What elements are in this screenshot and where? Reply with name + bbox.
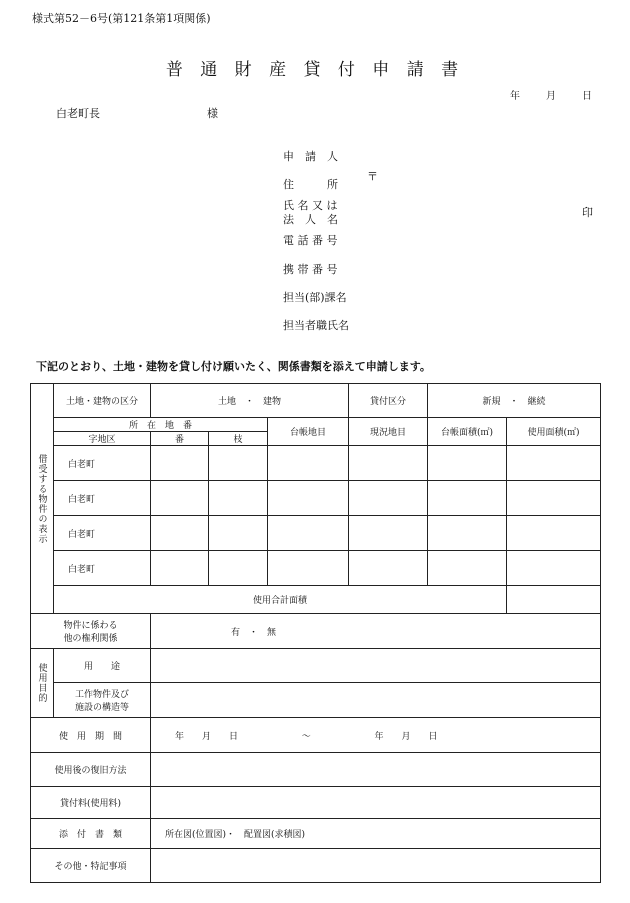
rights-label: 物件に係わる 他の権利関係 [31,614,151,649]
row-ledger-cat-input[interactable] [268,551,349,586]
row-use-area-input[interactable] [507,446,601,481]
row-current-cat-input[interactable] [349,551,428,586]
col-use-area: 使用面積(㎡) [507,418,601,446]
row-current-cat-input[interactable] [349,481,428,516]
mobile-label: 携 帯 番 号 [283,263,338,276]
row-ledger-area-input[interactable] [428,481,507,516]
row-ledger-cat-input[interactable] [268,446,349,481]
period-separator: ～ [301,731,311,742]
row-town: 白老町 [54,446,151,481]
usage-input[interactable] [151,649,601,683]
seal-mark: 印 [582,206,593,219]
row-town: 白老町 [54,516,151,551]
total-area-input[interactable] [507,586,601,614]
row-ledger-area-input[interactable] [428,516,507,551]
period-end: 年 月 日 [374,731,438,742]
date-day: 日 [582,91,592,102]
row-ledger-area-input[interactable] [428,446,507,481]
rights-value[interactable]: 有 ・ 無 [151,614,601,649]
loan-type-value[interactable]: 新規 ・ 継続 [428,384,601,418]
addressee-honorific: 様 [207,107,218,120]
attachments-label: 添 付 書 類 [31,819,151,849]
other-label: その他・特記事項 [31,849,151,883]
location-header: 所 在 地 番 [54,418,268,432]
row-eda-input[interactable] [209,551,268,586]
addressee-name: 白老町長 [56,107,100,120]
fee-label: 貸付料(使用料) [31,787,151,819]
category-value[interactable]: 土地 ・ 建物 [151,384,349,418]
structure-label: 工作物件及び 施設の構造等 [54,683,151,718]
row-use-area-input[interactable] [507,516,601,551]
date-year: 年 [510,91,520,102]
statement: 下記のとおり、土地・建物を貸し付け願いたく、関係書類を添えて申請します。 [36,360,431,373]
row-town: 白老町 [54,551,151,586]
col-ledger-area: 台帳面積(㎡) [428,418,507,446]
applicant-heading: 申 請 人 [283,150,338,163]
postal-mark: 〒 [367,170,378,183]
form-number: 様式第52－6号(第121条第1項関係) [32,12,211,25]
attachments-value[interactable]: 所在図(位置図)・ 配置図(求積図) [151,819,601,849]
period-value[interactable] [151,718,601,753]
row-ledger-area-input[interactable] [428,551,507,586]
restore-input[interactable] [151,753,601,787]
row-ban-input[interactable] [151,481,209,516]
loan-type-label: 貸付区分 [349,384,428,418]
row-ban-input[interactable] [151,516,209,551]
page-title: 普 通 財 産 貸 付 申 請 書 [165,60,465,80]
col-eda: 枝 [209,432,268,446]
row-current-cat-input[interactable] [349,516,428,551]
row-ban-input[interactable] [151,446,209,481]
side-label-property: 借受する物件の表示 [31,384,54,614]
period-start: 年 月 日 [175,731,239,742]
period-label: 使 用 期 間 [31,718,151,753]
applicant-name-label-2: 法 人 名 [283,213,338,226]
other-input[interactable] [151,849,601,883]
row-eda-input[interactable] [209,481,268,516]
side-label-purpose: 使用目的 [31,649,54,718]
row-use-area-input[interactable] [507,481,601,516]
row-use-area-input[interactable] [507,551,601,586]
row-current-cat-input[interactable] [349,446,428,481]
date-month: 月 [546,91,556,102]
dept-label: 担当(部)課名 [283,291,347,304]
person-label: 担当者職氏名 [283,319,349,332]
restore-label: 使用後の復旧方法 [31,753,151,787]
col-ledger-category: 台帳地目 [268,418,349,446]
col-town: 字地区 [54,432,151,446]
usage-label: 用 途 [54,649,151,683]
row-eda-input[interactable] [209,446,268,481]
fee-input[interactable] [151,787,601,819]
row-ledger-cat-input[interactable] [268,516,349,551]
row-eda-input[interactable] [209,516,268,551]
col-ban: 番 [151,432,209,446]
applicant-name-label-1: 氏 名 又 は [283,199,338,212]
structure-input[interactable] [151,683,601,718]
phone-label: 電 話 番 号 [283,234,338,247]
total-area-label: 使用合計面積 [54,586,507,614]
applicant-address-label: 住 所 [283,178,338,191]
col-current-category: 現況地目 [349,418,428,446]
row-ledger-cat-input[interactable] [268,481,349,516]
category-label: 土地・建物の区分 [54,384,151,418]
row-ban-input[interactable] [151,551,209,586]
property-table [30,383,601,883]
row-town: 白老町 [54,481,151,516]
